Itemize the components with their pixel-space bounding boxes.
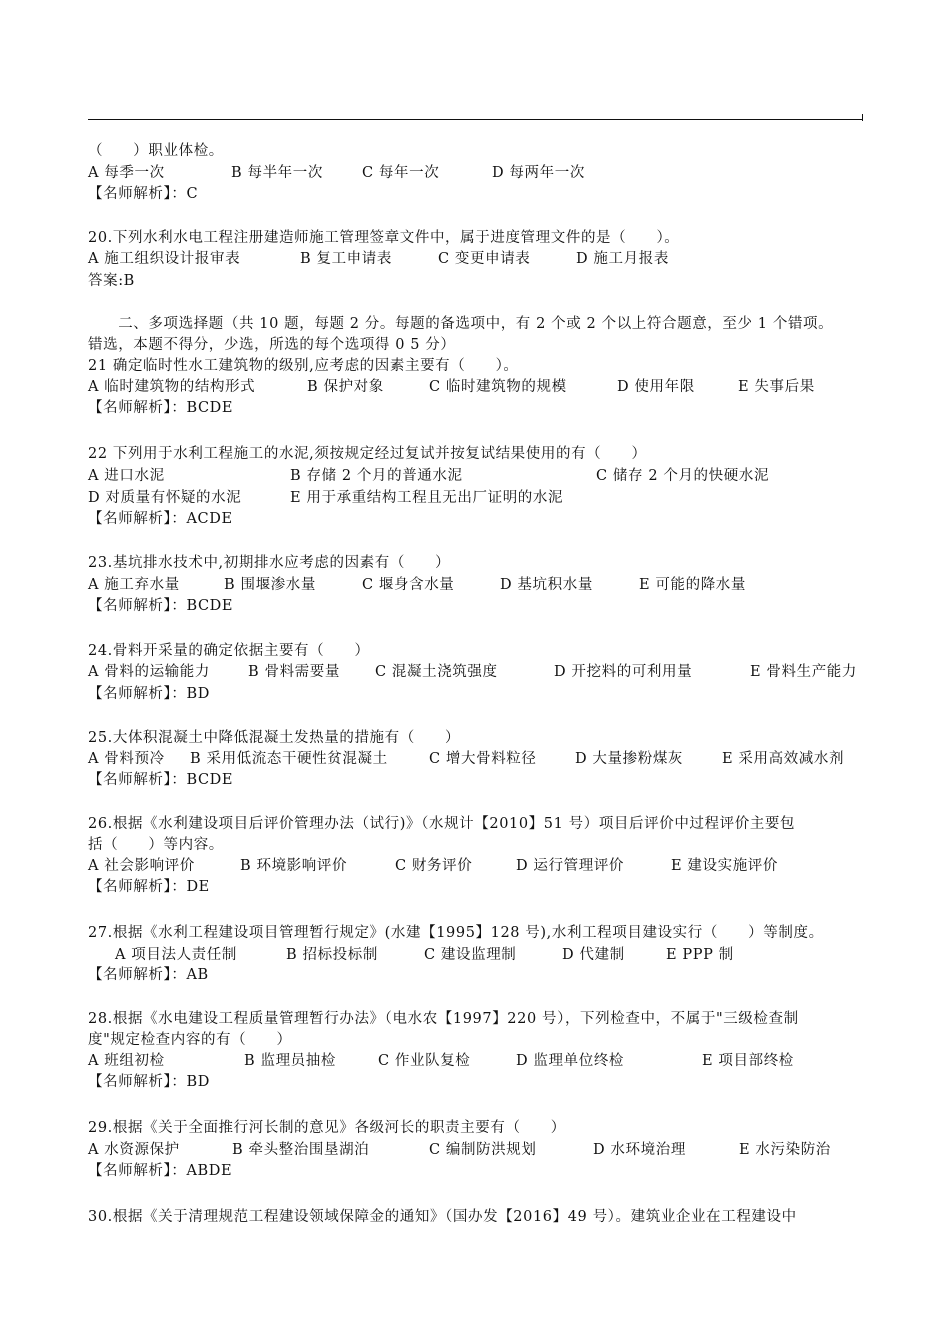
q27-answer: 【名师解析】：AB <box>88 967 209 983</box>
q28-stem-line2: 度"规定检查内容的有（ ） <box>88 1032 292 1048</box>
q19-options <box>88 163 878 183</box>
q24-stem: 24.骨料开采量的确定依据主要有（ ） <box>88 643 370 659</box>
q25-stem: 25.大体积混凝土中降低混凝土发热量的措施有（ ） <box>88 730 461 746</box>
q29-option-e: E 水污染防治 <box>739 1142 831 1158</box>
q21-option-e: E 失事后果 <box>738 379 815 395</box>
q22-option-c: C 储存 2 个月的快硬水泥 <box>596 468 770 484</box>
q21-option-d: D 使用年限 <box>617 379 695 395</box>
q20-stem: 20.下列水利水电工程注册建造师施工管理签章文件中，属于进度管理文件的是（ ）。 <box>88 230 680 246</box>
q24-option-e: E 骨料生产能力 <box>750 664 857 680</box>
q26-stem-line1: 26.根据《水利建设项目后评价管理办法（试行)》（水规计【2010】51 号）项目后评价中过程评价主要包 <box>88 816 796 832</box>
header-rule-tick <box>862 114 863 121</box>
q25-option-d: D 大量掺粉煤灰 <box>575 751 684 767</box>
q29-option-a: A 水资源保护 <box>88 1142 180 1158</box>
q23-option-c: C 堰身含水量 <box>362 577 455 593</box>
q21-options <box>88 377 878 397</box>
q22-option-e: E 用于承重结构工程且无出厂证明的水泥 <box>290 490 564 506</box>
q29-options <box>88 1140 878 1160</box>
q24-option-b: B 骨料需要量 <box>248 664 340 680</box>
q20-option-a: A 施工组织设计报审表 <box>88 251 241 267</box>
q26-stem-line2: 括（ ）等内容。 <box>88 837 224 853</box>
q24-option-c: C 混凝土浇筑强度 <box>375 664 498 680</box>
q26-option-a: A 社会影响评价 <box>88 858 195 874</box>
q25-options <box>88 749 878 769</box>
q28-stem-line1: 28.根据《水电建设工程质量管理暂行办法》（电水农【1997】220 号），下列检查中，不属于"三级检查制 <box>88 1011 799 1027</box>
q19-option-b: B 每半年一次 <box>231 165 323 181</box>
q24-option-a: A 骨料的运输能力 <box>88 664 210 680</box>
q29-answer: 【名师解析】：ABDE <box>88 1163 233 1179</box>
q20-option-b: B 复工申请表 <box>300 251 392 267</box>
q23-option-a: A 施工弃水量 <box>88 577 180 593</box>
q29-stem: 29.根据《关于全面推行河长制的意见》各级河长的职责主要有（ ） <box>88 1120 566 1136</box>
q25-option-a: A 骨料预冷 <box>88 751 165 767</box>
q22-options-row2 <box>88 488 878 508</box>
q25-option-b: B 采用低流态干硬性贫混凝土 <box>190 751 388 767</box>
q19-option-a: A 每季一次 <box>88 165 165 181</box>
q24-option-d: D 开挖料的可利用量 <box>554 664 693 680</box>
q26-option-e: E 建设实施评价 <box>671 858 778 874</box>
q27-stem: 27.根据《水利工程建设项目管理暂行规定》(水建【1995】128 号),水利工程项目建设实行（ ）等制度。 <box>88 925 824 941</box>
q27-option-b: B 招标投标制 <box>286 947 378 963</box>
q25-option-c: C 增大骨料粒径 <box>429 751 537 767</box>
q28-option-d: D 监理单位终检 <box>516 1053 625 1069</box>
q29-option-b: B 牵头整治围垦湖泊 <box>232 1142 370 1158</box>
q25-answer: 【名师解析】：BCDE <box>88 772 234 788</box>
q30-stem: 30.根据《关于清理规范工程建设领域保障金的通知》（国办发【2016】49 号）。建筑业企业在工程建设中 <box>88 1209 797 1225</box>
q27-option-a: A 项目法人责任制 <box>115 947 237 963</box>
q20-options <box>88 249 878 269</box>
q24-answer: 【名师解析】：BD <box>88 686 210 702</box>
q27-option-e: E PPP 制 <box>666 947 734 963</box>
section-heading-line1: 二、多项选择题（共 10 题，每题 2 分。每题的备选项中，有 2 个或 2 个以上符合题意，至少 1 个错项。 <box>88 316 834 332</box>
q19-answer: 【名师解析】：C <box>88 186 199 202</box>
q27-options <box>88 945 878 965</box>
q22-options-row1 <box>88 466 878 486</box>
q28-option-c: C 作业队复检 <box>378 1053 471 1069</box>
q21-option-b: B 保护对象 <box>307 379 384 395</box>
q21-stem: 21 确定临时性水工建筑物的级别,应考虑的因素主要有（ ）。 <box>88 358 519 374</box>
q28-options <box>88 1051 878 1071</box>
q28-option-b: B 监理员抽检 <box>244 1053 336 1069</box>
q23-option-d: D 基坑积水量 <box>500 577 593 593</box>
q26-option-c: C 财务评价 <box>395 858 473 874</box>
q26-option-b: B 环境影响评价 <box>240 858 348 874</box>
q19-option-c: C 每年一次 <box>362 165 440 181</box>
q22-answer: 【名师解析】：ACDE <box>88 511 233 527</box>
q25-option-e: E 采用高效减水剂 <box>722 751 845 767</box>
q22-option-d: D 对质量有怀疑的水泥 <box>88 490 242 506</box>
q28-option-a: A 班组初检 <box>88 1053 165 1069</box>
q24-options <box>88 662 878 682</box>
q26-answer: 【名师解析】：DE <box>88 879 210 895</box>
q21-option-a: A 临时建筑物的结构形式 <box>88 379 256 395</box>
q21-answer: 【名师解析】：BCDE <box>88 400 234 416</box>
q20-option-c: C 变更申请表 <box>438 251 531 267</box>
q23-option-e: E 可能的降水量 <box>639 577 746 593</box>
q20-answer: 答案:B <box>88 273 135 289</box>
q22-option-a: A 进口水泥 <box>88 468 165 484</box>
q26-option-d: D 运行管理评价 <box>516 858 625 874</box>
q19-stem: （ ）职业体检。 <box>88 143 224 159</box>
header-rule <box>88 119 863 120</box>
q22-option-b: B 存储 2 个月的普通水泥 <box>290 468 463 484</box>
q28-answer: 【名师解析】：BD <box>88 1074 210 1090</box>
q26-options <box>88 856 878 876</box>
q27-option-c: C 建设监理制 <box>424 947 517 963</box>
q23-option-b: B 围堰渗水量 <box>224 577 316 593</box>
section-heading-line2: 错选，本题不得分，少选，所选的每个选项得 0 5 分） <box>88 337 456 353</box>
q23-stem: 23.基坑排水技术中,初期排水应考虑的因素有（ ） <box>88 555 451 571</box>
q22-stem: 22 下列用于水利工程施工的水泥,须按规定经过复试并按复试结果使用的有（ ） <box>88 446 647 462</box>
q20-option-d: D 施工月报表 <box>576 251 669 267</box>
q23-answer: 【名师解析】：BCDE <box>88 598 234 614</box>
q28-option-e: E 项目部终检 <box>702 1053 794 1069</box>
q23-options <box>88 575 878 595</box>
q27-option-d: D 代建制 <box>562 947 625 963</box>
q29-option-d: D 水环境治理 <box>593 1142 686 1158</box>
q19-option-d: D 每两年一次 <box>492 165 585 181</box>
q29-option-c: C 编制防洪规划 <box>429 1142 537 1158</box>
q21-option-c: C 临时建筑物的规模 <box>429 379 567 395</box>
